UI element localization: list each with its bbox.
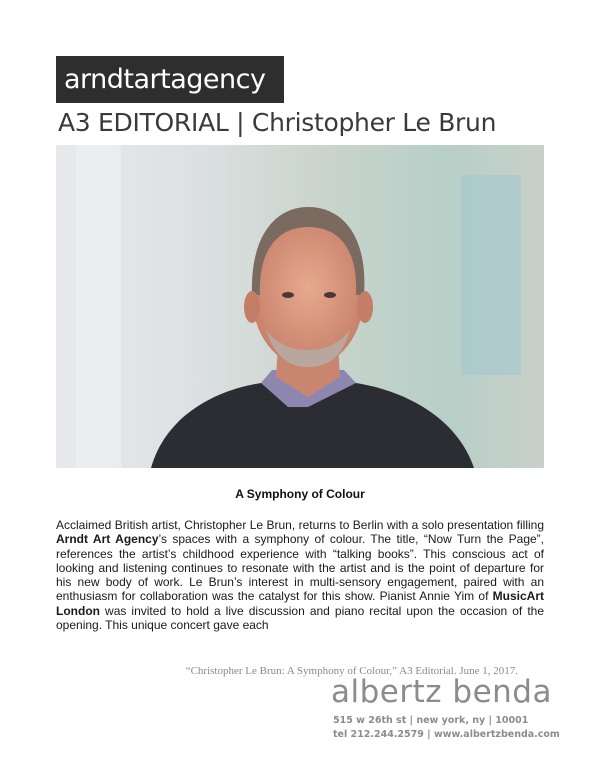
article-text-3: was invited to hold a live discussion and piano recital upon the occasion of the opening. This unique concert gave each: [56, 603, 544, 633]
page-headline: A3 EDITORIAL | Christopher Le Brun: [58, 108, 497, 137]
article-text-1: Acclaimed British artist, Christopher Le Brun, returns to Berlin with a solo presentation filling: [56, 518, 544, 532]
article-body: [56, 518, 544, 632]
agency-logo-text: arndtartagency: [64, 64, 266, 95]
arndt-art-agency-mention: Arndt Art Agency: [56, 532, 159, 547]
artist-portrait-photo: [56, 145, 544, 468]
article-title: A Symphony of Colour: [235, 487, 365, 501]
article-text-2: ’s spaces with a symphony of colour. The title, “Now Turn the Page”, references the artist’s childhood experience with “talking books”. This conscious act of looking and listening continues to resonate with the artist and is the point of departure for his new body of work. Le Brun’s interest in multi-sensory engagement, paired with an enthusiasm for collaboration was the catalyst for this show. Pianist Annie Yim of: [56, 532, 544, 604]
source-citation: “Christopher Le Brun: A Symphony of Colour,” A3 Editorial. June 1, 2017.: [185, 665, 518, 677]
gallery-address: 515 w 26th st | new york, ny | 10001: [333, 715, 529, 726]
agency-logo: [56, 56, 284, 103]
gallery-contact: tel 212.244.2579 | www.albertzbenda.com: [333, 729, 560, 740]
musicart-london-mention: MusicArt London: [56, 589, 544, 618]
gallery-logo: albertz benda: [331, 674, 552, 710]
